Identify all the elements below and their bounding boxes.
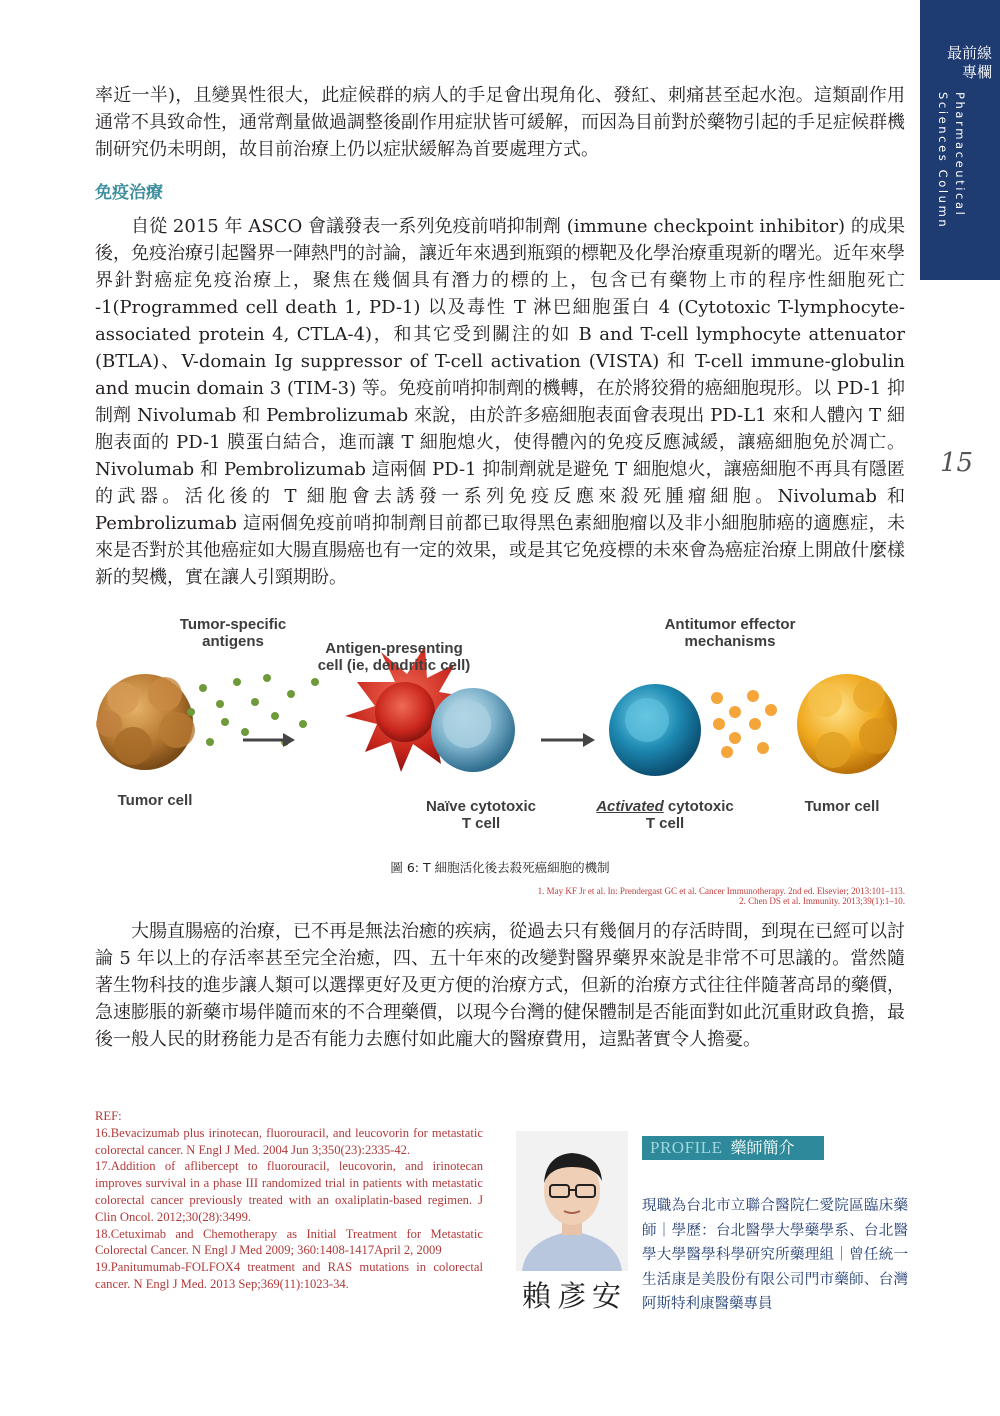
column-tab: [920, 0, 1000, 280]
label-apc-line2: cell (ie, dendritic cell): [317, 657, 471, 674]
label-antitumor-line2: mechanisms: [684, 633, 776, 650]
reference-item: 16.Bevacizumab plus irinotecan, fluorouracil, and leucovorin for metastatic colorectal cancer. N Engl J Med. 2004 Jun 3;350(23):2335-42.: [95, 1125, 483, 1157]
label-activated-rest: cytotoxic: [663, 798, 734, 815]
reference-list: [95, 1108, 483, 1293]
page-number: 15: [940, 448, 974, 478]
arrow-2-icon: [541, 733, 595, 747]
label-activated-line1: [585, 798, 745, 815]
column-title-zh: 最前線專欄: [946, 44, 992, 81]
reference-item: 18.Cetuximab and Chemotherapy as Initial Treatment for Metastatic Colorectal Cancer. N Engl J Med 2009; 360:1408-1417April 2, 2009: [95, 1226, 483, 1258]
label-activated-t-cell: [585, 798, 745, 832]
label-naive-line1: Naïve cytotoxic: [425, 798, 537, 815]
label-apc-line1: Antigen-presenting: [325, 640, 463, 657]
label-tumor-antigens-line2: antigens: [202, 633, 264, 650]
reference-item: 17.Addition of aflibercept to fluorouracil, leucovorin, and irinotecan improves survival in a phase III randomized trial in patients with metastatic colorectal cancer previously treated with an oxaliplatin-based regimen. J Clin Oncol. 2012;30(28):3499.: [95, 1159, 483, 1224]
label-tumor-cell-left: Tumor cell: [117, 792, 193, 809]
paragraph-conclusion: 大腸直腸癌的治療，已不再是無法治癒的疾病，從過去只有幾個月的存活時間，到現在已經可以討論 5 年以上的存活率甚至完全治癒，四、五十年來的改變對醫界藥界來說是非常不可思議的。當然隨著生物科技的進步讓人類可以選擇更好及更方便的治療方式，但新的治療方式往往伴隨著高昂的藥價，急速膨脹的新藥市場伴隨而來的不合理藥價，以現今台灣的健保體制是否能面對如此沉重財政負擔，最後一般人民的財務能力是否有能力去應付如此龐大的醫療費用，這點著實令人擔憂。: [95, 921, 905, 1050]
label-antitumor-line1: Antitumor effector: [664, 616, 796, 633]
column-title-en: Pharmaceutical Sciences Column: [936, 92, 967, 230]
reference-heading: REF:: [95, 1109, 122, 1123]
profile-header-zh: 藥師簡介: [730, 1138, 795, 1157]
naive-t-cell-icon: [431, 688, 515, 772]
activated-t-cell-icon: [609, 684, 701, 776]
figure-caption: 圖 6: T 細胞活化後去殺死癌細胞的機制: [390, 860, 610, 875]
t-cell-mechanism-figure: [95, 612, 907, 842]
label-naive-line2: T cell: [461, 815, 501, 832]
label-tumor-cell-right: Tumor cell: [804, 798, 880, 815]
author-name: 賴彥安: [522, 1279, 628, 1313]
label-apc: [309, 640, 479, 674]
label-tumor-antigens: [173, 616, 293, 650]
tumor-cell-left-icon: [96, 674, 195, 770]
label-antitumor: [655, 616, 805, 650]
reference-item: 19.Panitumumab-FOLFOX4 treatment and RAS mutations in colorectal cancer. N Engl J Med. 2013 Sep;369(11):1023-34.: [95, 1260, 483, 1291]
label-activated-line2: T cell: [645, 815, 685, 832]
tumor-cell-right-icon: [797, 674, 897, 774]
paragraph-immunotherapy: 自從 2015 年 ASCO 會議發表一系列免疫前哨抑制劑 (immune checkpoint inhibitor) 的成果後，免疫治療引起醫界一陣熱門的討論，讓近年來遇到瓶頸的標靶及化學治療重現新的曙光。近年來學界針對癌症免疫治療上，聚焦在幾個具有潛力的標的上，包含已有藥物上市的程序性細胞死亡 -1(Programmed cell death 1, PD-1) 以及毒性 T 淋巴細胞蛋白 4 (Cytotoxic T-lymphocyte-associated protein 4, CTLA-4)，和其它受到關注的如 B and T-cell lymphocyte attenuator (BTLA)、V-domain Ig suppressor of T-cell activation (VISTA) 和 T-cell immune-globulin and mucin domain 3 (TIM-3) 等。免疫前哨抑制劑的機轉，在於將狡猾的癌細胞現形。以 PD-1 抑制劑 Nivolumab 和 Pembrolizumab 來說，由於許多癌細胞表面會表現出 PD-L1 來和人體內 T 細胞表面的 PD-1 膜蛋白結合，進而讓 T 細胞熄火，使得體內的免疫反應減緩，讓癌細胞免於凋亡。Nivolumab 和 Pembrolizumab 這兩個 PD-1 抑制劑就是避免 T 細胞熄火，讓癌細胞不再具有隱匿的武器。活化後的 T 細胞會去誘發一系列免疫反應來殺死腫瘤細胞。Nivolumab 和 Pembrolizumab 這兩個免疫前哨抑制劑目前都已取得黑色素細胞瘤以及非小細胞肺癌的適應症，未來是否對於其他癌症如大腸直腸癌也有一定的效果，或是其它免疫標的未來會為癌症治療上開啟什麼樣新的契機，實在讓人引頸期盼。: [95, 216, 905, 588]
label-tumor-antigens-line1: Tumor-specific: [179, 616, 287, 633]
label-activated-word: Activated: [596, 798, 664, 815]
profile-bio: 現職為台北市立聯合醫院仁愛院區臨床藥師｜學歷：台北醫學大學藥學系、台北醫學大學醫學科學研究所藥理組｜曾任統一生活康是美股份有限公司門市藥師、台灣阿斯特利康醫藥專員: [642, 1198, 908, 1312]
section-title: 免疫治療: [95, 183, 163, 203]
paragraph-hand-foot: 率近一半)，且變異性很大，此症候群的病人的手足會出現角化、發紅、刺痛甚至起水泡。這類副作用通常不具致命性，通常劑量做過調整後副作用症狀皆可緩解，而因為目前對於藥物引起的手足症候群機制研究仍未明朗，故目前治療上仍以症狀緩解為首要處理方式。: [95, 85, 905, 160]
label-naive-t-cell: [411, 798, 551, 832]
figure-references: [538, 886, 905, 906]
antigen-particles: [187, 674, 319, 746]
author-photo: [516, 1131, 628, 1271]
author-portrait-icon: [516, 1131, 628, 1271]
effector-particles: [711, 690, 777, 758]
profile-header-en: PROFILE: [650, 1138, 723, 1157]
figure-ref-1: 1. May KF Jr et al. In: Prendergast GC et al. Cancer Immunotherapy. 2nd ed. Elsevier; 2013:101–113.: [537, 886, 905, 896]
figure-ref-2: 2. Chen DS et al. Immunity. 2013;39(1):1–10.: [739, 896, 905, 906]
profile-header: [642, 1136, 824, 1160]
